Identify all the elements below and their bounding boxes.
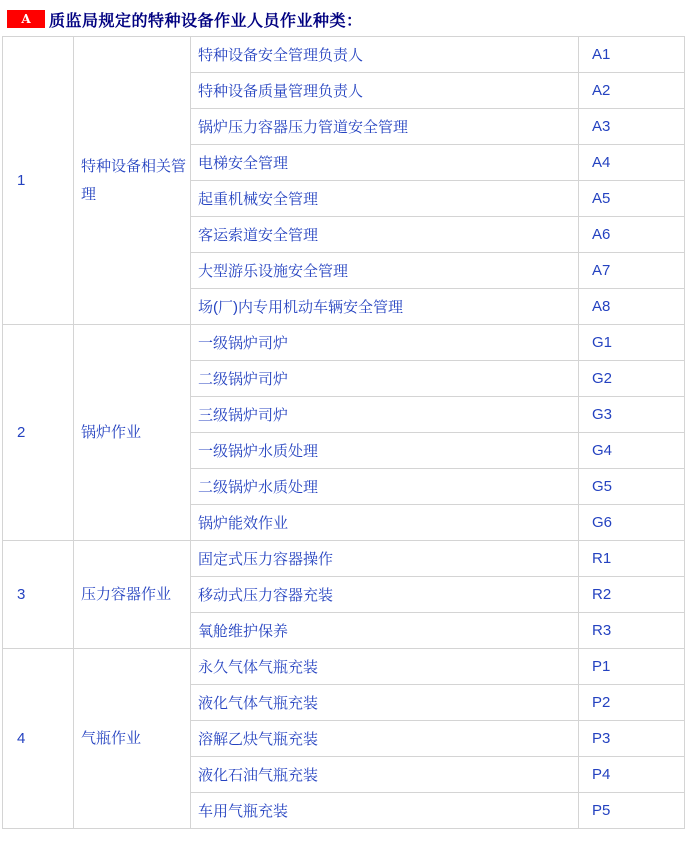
job-code-cell: G3 — [579, 397, 685, 433]
job-name-cell: 锅炉压力容器压力管道安全管理 — [191, 109, 579, 145]
job-code-cell: R3 — [579, 613, 685, 649]
job-code-cell: A2 — [579, 73, 685, 109]
group-category-cell: 压力容器作业 — [74, 541, 191, 649]
job-name-cell: 固定式压力容器操作 — [191, 541, 579, 577]
job-code-cell: R1 — [579, 541, 685, 577]
job-code-cell: P5 — [579, 793, 685, 829]
table-row — [3, 649, 685, 685]
job-name-cell: 一级锅炉司炉 — [191, 325, 579, 361]
job-code-cell: G5 — [579, 469, 685, 505]
table-row — [3, 541, 685, 577]
job-name-cell: 特种设备质量管理负责人 — [191, 73, 579, 109]
job-name-cell: 二级锅炉司炉 — [191, 361, 579, 397]
job-code-cell: A1 — [579, 37, 685, 73]
job-name-cell: 特种设备安全管理负责人 — [191, 37, 579, 73]
table-body — [3, 37, 685, 829]
job-name-cell: 大型游乐设施安全管理 — [191, 253, 579, 289]
job-code-cell: G6 — [579, 505, 685, 541]
job-code-cell: P3 — [579, 721, 685, 757]
job-name-cell: 场(厂)内专用机动车辆安全管理 — [191, 289, 579, 325]
job-code-cell: A6 — [579, 217, 685, 253]
group-category-cell: 特种设备相关管理 — [74, 37, 191, 325]
job-code-cell: R2 — [579, 577, 685, 613]
job-code-cell: A5 — [579, 181, 685, 217]
job-name-cell: 二级锅炉水质处理 — [191, 469, 579, 505]
job-name-cell: 起重机械安全管理 — [191, 181, 579, 217]
job-name-cell: 氧舱维护保养 — [191, 613, 579, 649]
page-title: 质监局规定的特种设备作业人员作业种类： — [49, 12, 363, 30]
job-name-cell: 液化石油气瓶充装 — [191, 757, 579, 793]
table-row — [3, 325, 685, 361]
job-code-cell: A3 — [579, 109, 685, 145]
job-code-cell: P2 — [579, 685, 685, 721]
job-code-cell: G1 — [579, 325, 685, 361]
group-category-cell: 气瓶作业 — [74, 649, 191, 829]
group-number-cell: 2 — [3, 325, 74, 541]
job-name-cell: 客运索道安全管理 — [191, 217, 579, 253]
job-name-cell: 移动式压力容器充装 — [191, 577, 579, 613]
page-header — [7, 8, 363, 30]
job-code-cell: A7 — [579, 253, 685, 289]
job-categories-table — [2, 36, 685, 829]
job-name-cell: 锅炉能效作业 — [191, 505, 579, 541]
job-code-cell: A4 — [579, 145, 685, 181]
section-badge: A — [7, 10, 45, 28]
table-row — [3, 37, 685, 73]
job-code-cell: G4 — [579, 433, 685, 469]
job-name-cell: 一级锅炉水质处理 — [191, 433, 579, 469]
job-name-cell: 电梯安全管理 — [191, 145, 579, 181]
job-code-cell: P4 — [579, 757, 685, 793]
group-number-cell: 1 — [3, 37, 74, 325]
job-name-cell: 溶解乙炔气瓶充装 — [191, 721, 579, 757]
group-category-cell: 锅炉作业 — [74, 325, 191, 541]
job-name-cell: 三级锅炉司炉 — [191, 397, 579, 433]
job-code-cell: G2 — [579, 361, 685, 397]
group-number-cell: 3 — [3, 541, 74, 649]
job-code-cell: A8 — [579, 289, 685, 325]
job-name-cell: 车用气瓶充装 — [191, 793, 579, 829]
job-code-cell: P1 — [579, 649, 685, 685]
group-number-cell: 4 — [3, 649, 74, 829]
job-name-cell: 永久气体气瓶充装 — [191, 649, 579, 685]
job-name-cell: 液化气体气瓶充装 — [191, 685, 579, 721]
